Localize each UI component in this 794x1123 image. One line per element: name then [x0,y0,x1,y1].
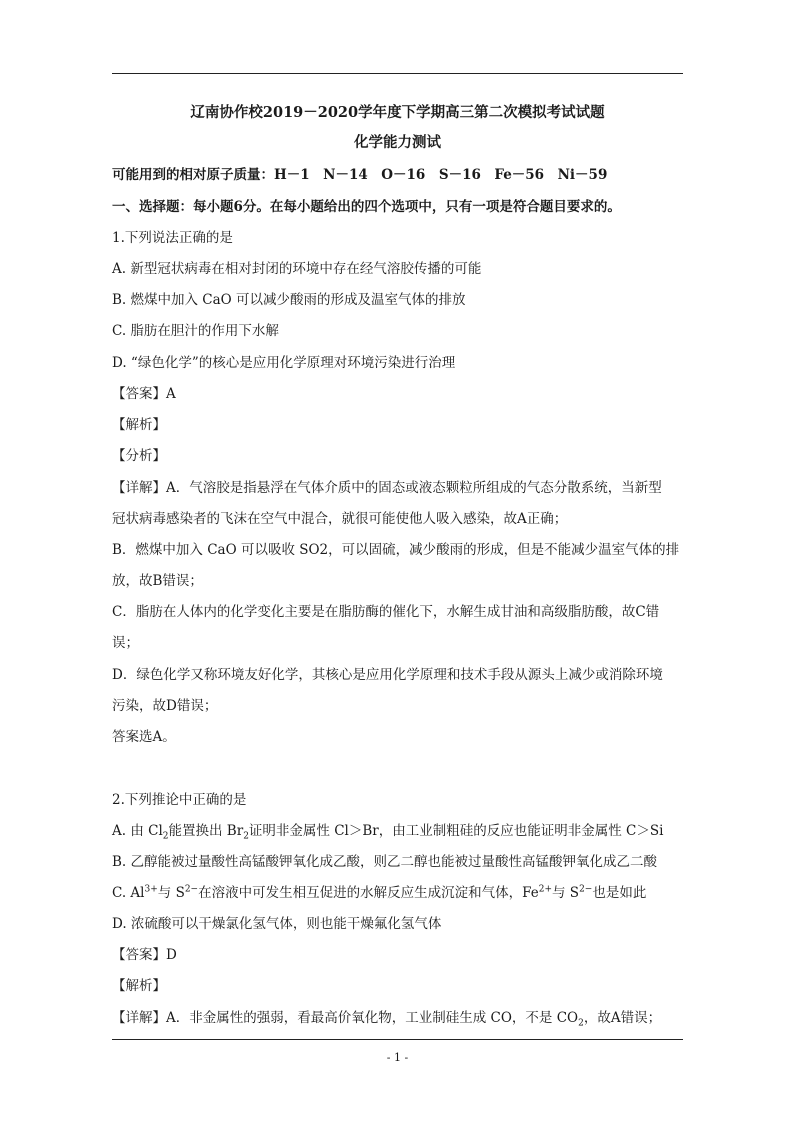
q2-analysis-label: 【解析】 [112,978,166,994]
q2-option-d: D. 浓硫酸可以干燥氯化氢气体，则也能干燥氟化氢气体 [112,916,442,932]
q1-analysis-label: 【解析】 [112,417,166,433]
q1-stem: 1.下列说法正确的是 [112,230,233,246]
q2-option-c: C. $Al^{3+}$与 $S^{2-}$在溶液中可发生相互促进的水解反应生成沉淀和气体，$Fe^{2+}$与 $S^{2-}$也是如此 [112,884,647,901]
exam-subtitle: 化学能力测试 [354,134,441,151]
q1-detail-line: 污染，故D错误； [112,698,218,714]
q1-option-b: B. 燃煤中加入 CaO 可以减少酸雨的形成及温室气体的排放 [112,292,466,308]
q2-stem: 2.下列推论中正确的是 [112,792,247,808]
page-number: - 1 - [386,1051,409,1064]
q1-detail-line: C．脂肪在人体内的化学变化主要是在脂肪酶的催化下，水解生成甘油和高级脂肪酸，故C错 [112,604,660,620]
q1-detail-line: 放，故B错误； [112,573,203,589]
q2-option-b: B. 乙醇能被过量酸性高锰酸钾氧化成乙酸，则乙二醇也能被过量酸性高锰酸钾氧化成乙二酸 [112,854,658,870]
q2-answer: 【答案】D [112,947,177,963]
q1-option-a: A. 新型冠状病毒在相对封闭的环境中存在经气溶胶传播的可能 [112,261,482,277]
exam-title: 辽南协作校2019－2020学年度下学期高三第二次模拟考试试题 [190,104,605,121]
q2-option-a: A. 由 $Cl_2$能置换出 $Br_2$证明非金属性 Cl＞Br，由工业制粗硅的反应也能证明非金属性 C＞Si [112,823,664,842]
q1-detail-line: B．燃煤中加入 CaO 可以吸收 SO2，可以固硫，减少酸雨的形成，但是不能减少温室气体的排 [112,542,680,558]
q1-conclusion: 答案选A。 [112,729,176,745]
atomic-mass-note: 可能用到的相对原子质量：H－1 N－14 O－16 S－16 Fe－56 Ni－59 [112,167,608,183]
q1-detail-line: D．绿色化学又称环境友好化学，其核心是应用化学原理和技术手段从源头上减少或消除环境 [112,667,663,683]
header-rule [112,73,683,74]
q1-detail-line: 【详解】A．气溶胶是指悬浮在气体介质中的固态或液态颗粒所组成的气态分散系统，当新型 [112,480,662,496]
section-heading: 一、选择题：每小题6分。在每小题给出的四个选项中，只有一项是符合题目要求的。 [112,199,621,215]
q1-option-c: C. 脂肪在胆汁的作用下水解 [112,323,279,339]
q1-detail-line: 冠状病毒感染者的飞沫在空气中混合，就很可能使他人吸入感染，故A正确； [112,511,568,527]
footer-rule [112,1039,683,1040]
q2-detail-line: 【详解】A．非金属性的强弱，看最高价氧化物，工业制硅生成 CO，不是 $CO_2$，故A错误； [112,1010,662,1029]
q1-fenxi-label: 【分析】 [112,448,166,464]
q1-option-d: D. “绿色化学”的核心是应用化学原理对环境污染进行治理 [112,355,456,371]
q1-detail-line: 误； [112,635,139,651]
q1-answer: 【答案】A [112,386,176,402]
